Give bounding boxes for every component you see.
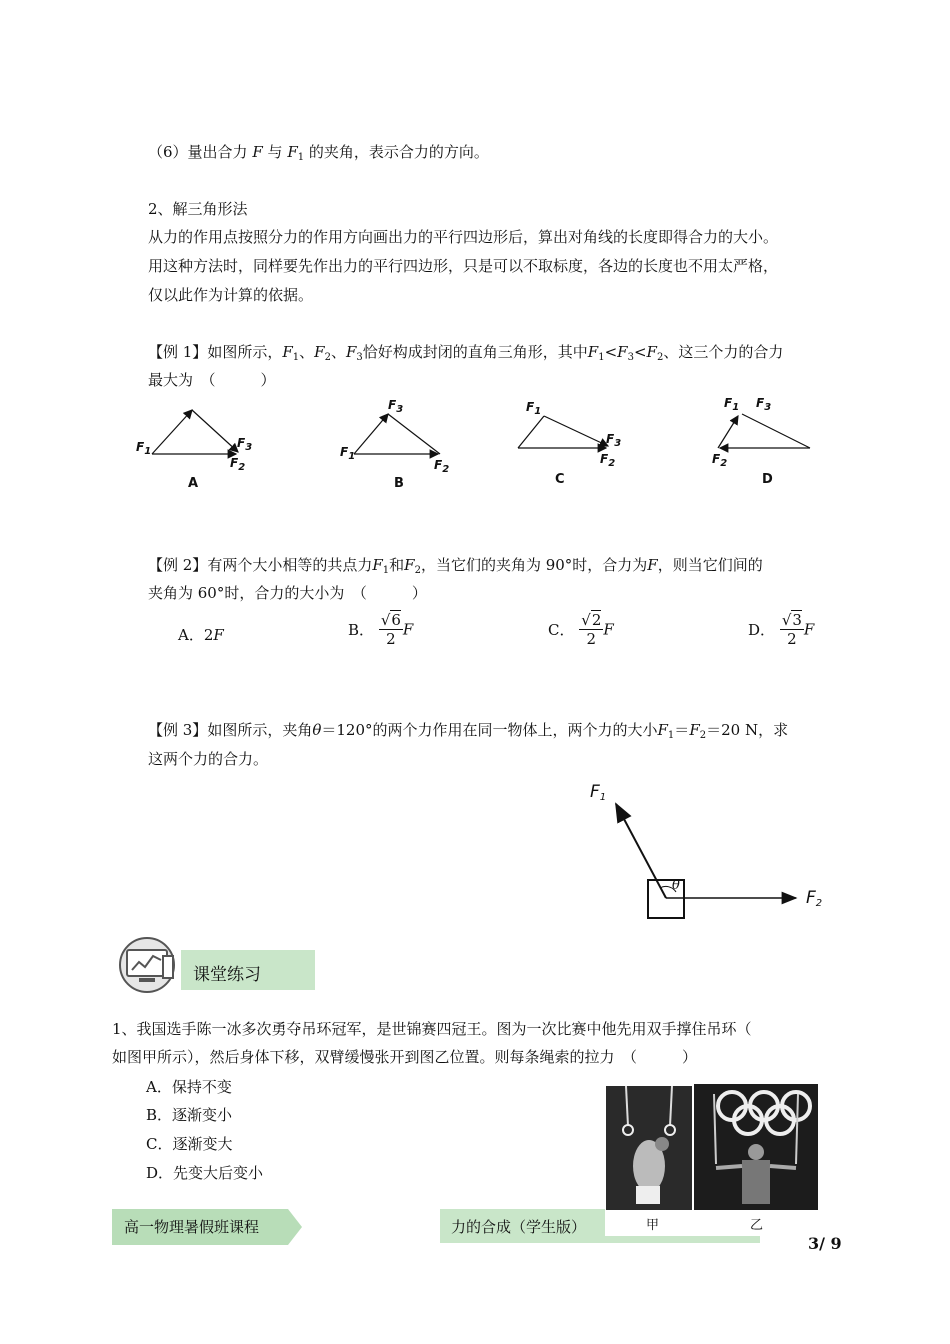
tri-b-f2-label: $F_2$ (434, 458, 450, 475)
tri-d-caption: D (762, 472, 773, 487)
method2-line3: 仅以此作为计算的依据。 (148, 286, 314, 304)
method2-line2: 用这种方法时，同样要先作出力的平行四边形，只是可以不取标度，各边的长度也不用太严格， (148, 257, 779, 275)
figure3-f1-label: $F_1$ (590, 782, 607, 803)
example3-line1: 【例 3】如图所示，夹角θ＝120°的两个力作用在同一物体上，两个力的大小$F_1=F_2=20$ N，求 (148, 721, 789, 741)
exercise1-option-c: C．逐渐变大 (146, 1135, 233, 1153)
example1-line2: 最大为 （ ） (148, 371, 276, 389)
gymnast-photo-yi (694, 1084, 818, 1210)
tri-a-f2-label: $F_2$ (230, 456, 246, 473)
page-number: 3/ 9 (808, 1234, 842, 1253)
tri-b-caption: B (394, 476, 404, 491)
tri-c-f1-label: $F_1$ (526, 400, 542, 417)
triangle-b (354, 414, 440, 454)
gymnast-yi-image (694, 1084, 818, 1210)
step-6-text: （6）量出合力 F 与 $F_1$ 的夹角，表示合力的方向。 (148, 143, 489, 163)
example3-line2: 这两个力的合力。 (148, 750, 269, 768)
tri-b-f1-label: $F_1$ (340, 445, 356, 462)
example2-line2: 夹角为 60°时，合力的大小为 （ ） (148, 584, 427, 602)
footer-chapter-underline (440, 1236, 760, 1243)
exercise1-option-d: D．先变大后变小 (146, 1164, 264, 1182)
triangle-d (718, 414, 810, 448)
tri-c-f3-label: $F_3$ (606, 432, 622, 449)
exercise1-line1: 1、我国选手陈一冰多次勇夺吊环冠军，是世锦赛四冠王。图为一次比赛中他先用双手撑住吊环（ (112, 1020, 752, 1038)
tri-b-f3-label: $F_3$ (388, 398, 404, 415)
gymnast-photo-jia (606, 1086, 692, 1210)
tri-c-f2-label: $F_2$ (600, 452, 616, 469)
exercise1-option-b: B．逐渐变小 (146, 1106, 233, 1124)
tri-d-f3-label: $F_3$ (756, 396, 772, 413)
gymnast-jia-image (606, 1086, 692, 1210)
example2-option-c: C． $\frac{√2}{2}$ F (548, 611, 614, 648)
tri-d-f2-label: $F_2$ (712, 452, 728, 469)
figure3-theta-label: θ (672, 878, 680, 893)
section-banner (181, 950, 315, 990)
footer-chapter-title: 力的合成（学生版） (451, 1218, 587, 1236)
example2-line1: 【例 2】有两个大小相等的共点力$F_1$和$F_2$，当它们的夹角为 90°时，合力为F，则当它们间的 (148, 556, 763, 576)
photo-caption-jia: 甲 (646, 1218, 660, 1233)
exercise1-line2: 如图甲所示），然后身体下移，双臂缓慢张开到图乙位置。则每条绳索的拉力 （ ） (112, 1048, 698, 1066)
footer-course-title: 高一物理暑假班课程 (124, 1218, 260, 1236)
tri-a-f3-label: $F_3$ (237, 436, 253, 453)
triangle-a (152, 410, 238, 454)
tri-c-caption: C (555, 472, 565, 487)
triangle-c (518, 416, 608, 448)
example1-line1: 【例 1】如图所示，$F_1$、$F_2$、$F_3$恰好构成封闭的直角三角形，其中$F_1<F_3<F_2$、这三个力的合力 (148, 343, 784, 363)
photo-caption-yi: 乙 (750, 1218, 764, 1233)
example2-option-a: A．2F (178, 626, 224, 644)
method2-title: 2、解三角形法 (148, 200, 248, 218)
tri-d-f1-label: $F_1$ (724, 396, 740, 413)
tri-a-caption: A (188, 476, 199, 491)
example2-option-b: B． $\frac{√6}{2}$ F (348, 611, 414, 648)
tri-a-f1-label: $F_1$ (136, 440, 152, 457)
exercise1-option-a: A．保持不变 (146, 1078, 232, 1096)
figure3-f2-label: $F_2$ (806, 888, 823, 909)
example2-option-d: D． $\frac{√3}{2}$ F (748, 611, 815, 648)
method2-line1: 从力的作用点按照分力的作用方向画出力的平行四边形后，算出对角线的长度即得合力的大小。 (148, 228, 779, 246)
section-title: 课堂练习 (193, 965, 261, 985)
monitor-icon (117, 936, 183, 994)
example3-force-figure (590, 780, 840, 925)
